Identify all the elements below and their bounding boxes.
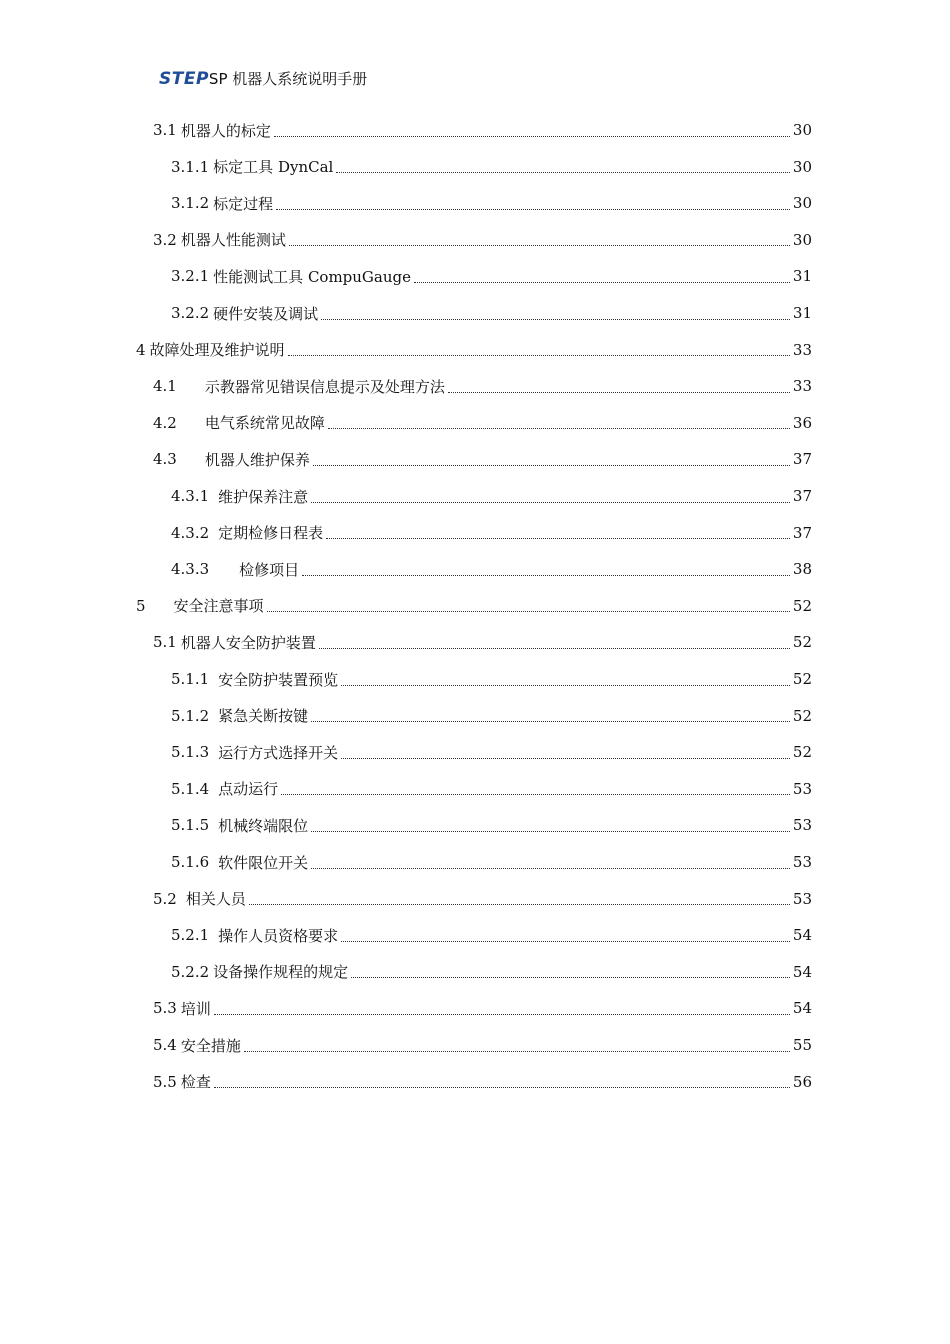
toc-entry-label: 示教器常见错误信息提示及处理方法 xyxy=(204,377,445,396)
toc-entry[interactable] xyxy=(171,771,812,807)
toc-entry-number: 3.1 xyxy=(153,121,177,139)
toc-entry-page: 54 xyxy=(792,926,812,945)
toc-entry-page: 54 xyxy=(792,962,812,981)
toc-entry-label: 标定工具 DynCal xyxy=(213,158,334,177)
toc-entry-page: 37 xyxy=(792,487,812,505)
toc-entry-label: 故障处理及维护说明 xyxy=(149,341,285,360)
toc-leader-dots xyxy=(328,428,790,429)
toc-entry-page: 56 xyxy=(792,1072,812,1091)
toc-leader-dots xyxy=(311,502,790,503)
toc-entry[interactable] xyxy=(171,478,812,514)
toc-entry-page: 30 xyxy=(792,230,812,249)
toc-entry[interactable] xyxy=(153,405,812,441)
toc-entry[interactable] xyxy=(153,1064,812,1100)
toc-entry-number: 5.5 xyxy=(153,1072,177,1091)
toc-entry-number: 3.1.1 xyxy=(171,157,210,176)
toc-entry[interactable] xyxy=(136,332,812,368)
toc-leader-dots xyxy=(319,648,790,649)
toc-entry-page: 30 xyxy=(792,157,812,176)
toc-leader-dots xyxy=(448,392,790,393)
toc-leader-dots xyxy=(288,355,790,356)
toc-entry[interactable] xyxy=(153,441,812,477)
toc-entry-number: 5.1.3 xyxy=(171,743,210,762)
toc-entry-number: 5.2.2 xyxy=(171,962,210,981)
toc-entry[interactable] xyxy=(153,881,812,917)
toc-entry[interactable] xyxy=(171,258,812,294)
toc-entry-number: 5.1.2 xyxy=(171,706,210,725)
toc-leader-dots xyxy=(281,794,790,795)
toc-entry-label: 紧急关断按键 xyxy=(218,707,309,726)
toc-entry-label: 机器人维护保养 xyxy=(204,450,310,469)
toc-entry-number: 5.1.4 xyxy=(171,779,210,798)
toc-entry[interactable] xyxy=(171,515,812,551)
toc-entry[interactable] xyxy=(153,368,812,404)
toc-entry-page: 30 xyxy=(792,121,812,139)
toc-leader-dots xyxy=(326,538,790,539)
toc-leader-dots xyxy=(244,1051,790,1052)
toc-entry-label: 软件限位开关 xyxy=(218,853,309,872)
toc-leader-dots xyxy=(341,941,790,942)
toc-entry-number: 5.1.6 xyxy=(171,853,210,871)
toc-entry-number: 4.3.2 xyxy=(171,523,210,542)
toc-entry-page: 52 xyxy=(792,743,812,762)
toc-entry[interactable] xyxy=(171,149,812,185)
toc-leader-dots xyxy=(336,172,790,173)
toc-entry-number: 5 xyxy=(136,596,146,615)
toc-leader-dots xyxy=(341,758,790,759)
toc-entry-page: 54 xyxy=(792,999,812,1018)
toc-entry-label: 机器人的标定 xyxy=(180,121,271,140)
toc-entry-label: 维护保养注意 xyxy=(218,487,309,506)
toc-entry-label: 标定过程 xyxy=(213,194,274,213)
toc-leader-dots xyxy=(311,831,790,832)
toc-leader-dots xyxy=(267,611,790,612)
document-title: SP 机器人系统说明手册 xyxy=(208,70,368,88)
toc-entry-label: 运行方式选择开关 xyxy=(218,743,339,762)
toc-entry[interactable] xyxy=(153,1027,812,1063)
toc-entry[interactable] xyxy=(171,551,812,587)
toc-leader-dots xyxy=(302,575,790,576)
toc-entry-label: 培训 xyxy=(180,999,211,1018)
toc-entry-label: 电气系统常见故障 xyxy=(204,414,325,433)
toc-entry-page: 33 xyxy=(792,340,812,359)
page-header xyxy=(159,68,367,89)
toc-entry-label: 定期检修日程表 xyxy=(218,524,324,543)
toc-entry[interactable] xyxy=(153,990,812,1026)
toc-entry-page: 52 xyxy=(792,596,812,615)
toc-entry-number: 5.3 xyxy=(153,999,177,1018)
toc-entry-label: 点动运行 xyxy=(218,780,279,799)
toc-entry-number: 4.3.1 xyxy=(171,487,210,505)
toc-leader-dots xyxy=(313,465,790,466)
toc-entry-number: 5.4 xyxy=(153,1036,177,1054)
toc-entry-number: 4.1 xyxy=(153,377,177,396)
toc-leader-dots xyxy=(414,282,790,283)
toc-entry[interactable] xyxy=(171,734,812,770)
toc-entry-page: 37 xyxy=(792,523,812,542)
brand-logo: STEP xyxy=(159,69,209,89)
toc-entry-page: 52 xyxy=(792,633,812,652)
toc-entry[interactable] xyxy=(171,698,812,734)
toc-entry-label: 机器人性能测试 xyxy=(180,231,286,250)
toc-entry-page: 52 xyxy=(792,670,812,688)
toc-entry-number: 5.1 xyxy=(153,633,177,652)
toc-entry[interactable] xyxy=(171,295,812,331)
toc-entry-number: 4.2 xyxy=(153,413,177,432)
toc-entry[interactable] xyxy=(171,954,812,990)
toc-entry-number: 5.2 xyxy=(153,889,177,908)
toc-entry[interactable] xyxy=(136,588,812,624)
toc-entry-page: 53 xyxy=(792,779,812,798)
toc-entry-page: 53 xyxy=(792,853,812,871)
toc-entry[interactable] xyxy=(153,222,812,258)
toc-leader-dots xyxy=(274,136,790,137)
toc-entry[interactable] xyxy=(153,112,812,148)
toc-entry-page: 31 xyxy=(792,304,812,322)
toc-entry[interactable] xyxy=(171,185,812,221)
toc-entry-label: 硬件安装及调试 xyxy=(213,304,319,323)
toc-leader-dots xyxy=(289,245,790,246)
toc-entry-page: 36 xyxy=(792,413,812,432)
toc-entry-page: 30 xyxy=(792,194,812,213)
toc-entry-number: 5.1.5 xyxy=(171,816,210,835)
toc-entry-label: 性能测试工具 CompuGauge xyxy=(213,267,411,286)
toc-entry[interactable] xyxy=(171,807,812,843)
toc-entry[interactable] xyxy=(171,917,812,953)
toc-entry-page: 53 xyxy=(792,889,812,908)
toc-entry-label: 检修项目 xyxy=(239,560,300,579)
toc-entry-number: 3.1.2 xyxy=(171,194,210,213)
toc-entry-page: 53 xyxy=(792,816,812,835)
toc-entry-page: 33 xyxy=(792,377,812,396)
toc-leader-dots xyxy=(214,1014,790,1015)
toc-entry-label: 设备操作规程的规定 xyxy=(213,963,349,982)
toc-leader-dots xyxy=(341,685,790,686)
toc-entry-number: 3.2.2 xyxy=(171,304,210,322)
toc-leader-dots xyxy=(214,1087,790,1088)
toc-leader-dots xyxy=(321,319,790,320)
toc-entry[interactable] xyxy=(153,624,812,660)
toc-entry-number: 3.2 xyxy=(153,230,177,249)
toc-entry-label: 操作人员资格要求 xyxy=(218,926,339,945)
toc-entry-label: 安全注意事项 xyxy=(173,597,264,616)
toc-entry-number: 4 xyxy=(136,340,146,359)
toc-entry-label: 相关人员 xyxy=(185,890,246,909)
toc-entry-number: 4.3.3 xyxy=(171,560,210,579)
toc-leader-dots xyxy=(249,904,790,905)
toc-leader-dots xyxy=(311,868,790,869)
toc-entry-label: 安全措施 xyxy=(180,1036,241,1055)
toc-entry-label: 检查 xyxy=(180,1073,211,1092)
toc-entry-page: 52 xyxy=(792,706,812,725)
toc-entry[interactable] xyxy=(171,661,812,697)
toc-entry[interactable] xyxy=(171,844,812,880)
toc-entry-label: 机械终端限位 xyxy=(218,816,309,835)
toc-entry-number: 4.3 xyxy=(153,450,177,469)
toc-leader-dots xyxy=(351,977,790,978)
toc-entry-number: 5.2.1 xyxy=(171,926,210,945)
toc-entry-page: 55 xyxy=(792,1036,812,1054)
toc-leader-dots xyxy=(276,209,790,210)
toc-entry-page: 38 xyxy=(792,560,812,579)
toc-entry-page: 37 xyxy=(792,450,812,469)
toc-entry-number: 3.2.1 xyxy=(171,267,210,286)
toc-entry-label: 安全防护装置预览 xyxy=(218,670,339,689)
toc-entry-number: 5.1.1 xyxy=(171,670,210,688)
toc-leader-dots xyxy=(311,721,790,722)
toc-entry-page: 31 xyxy=(792,267,812,286)
toc-entry-label: 机器人安全防护装置 xyxy=(180,633,316,652)
